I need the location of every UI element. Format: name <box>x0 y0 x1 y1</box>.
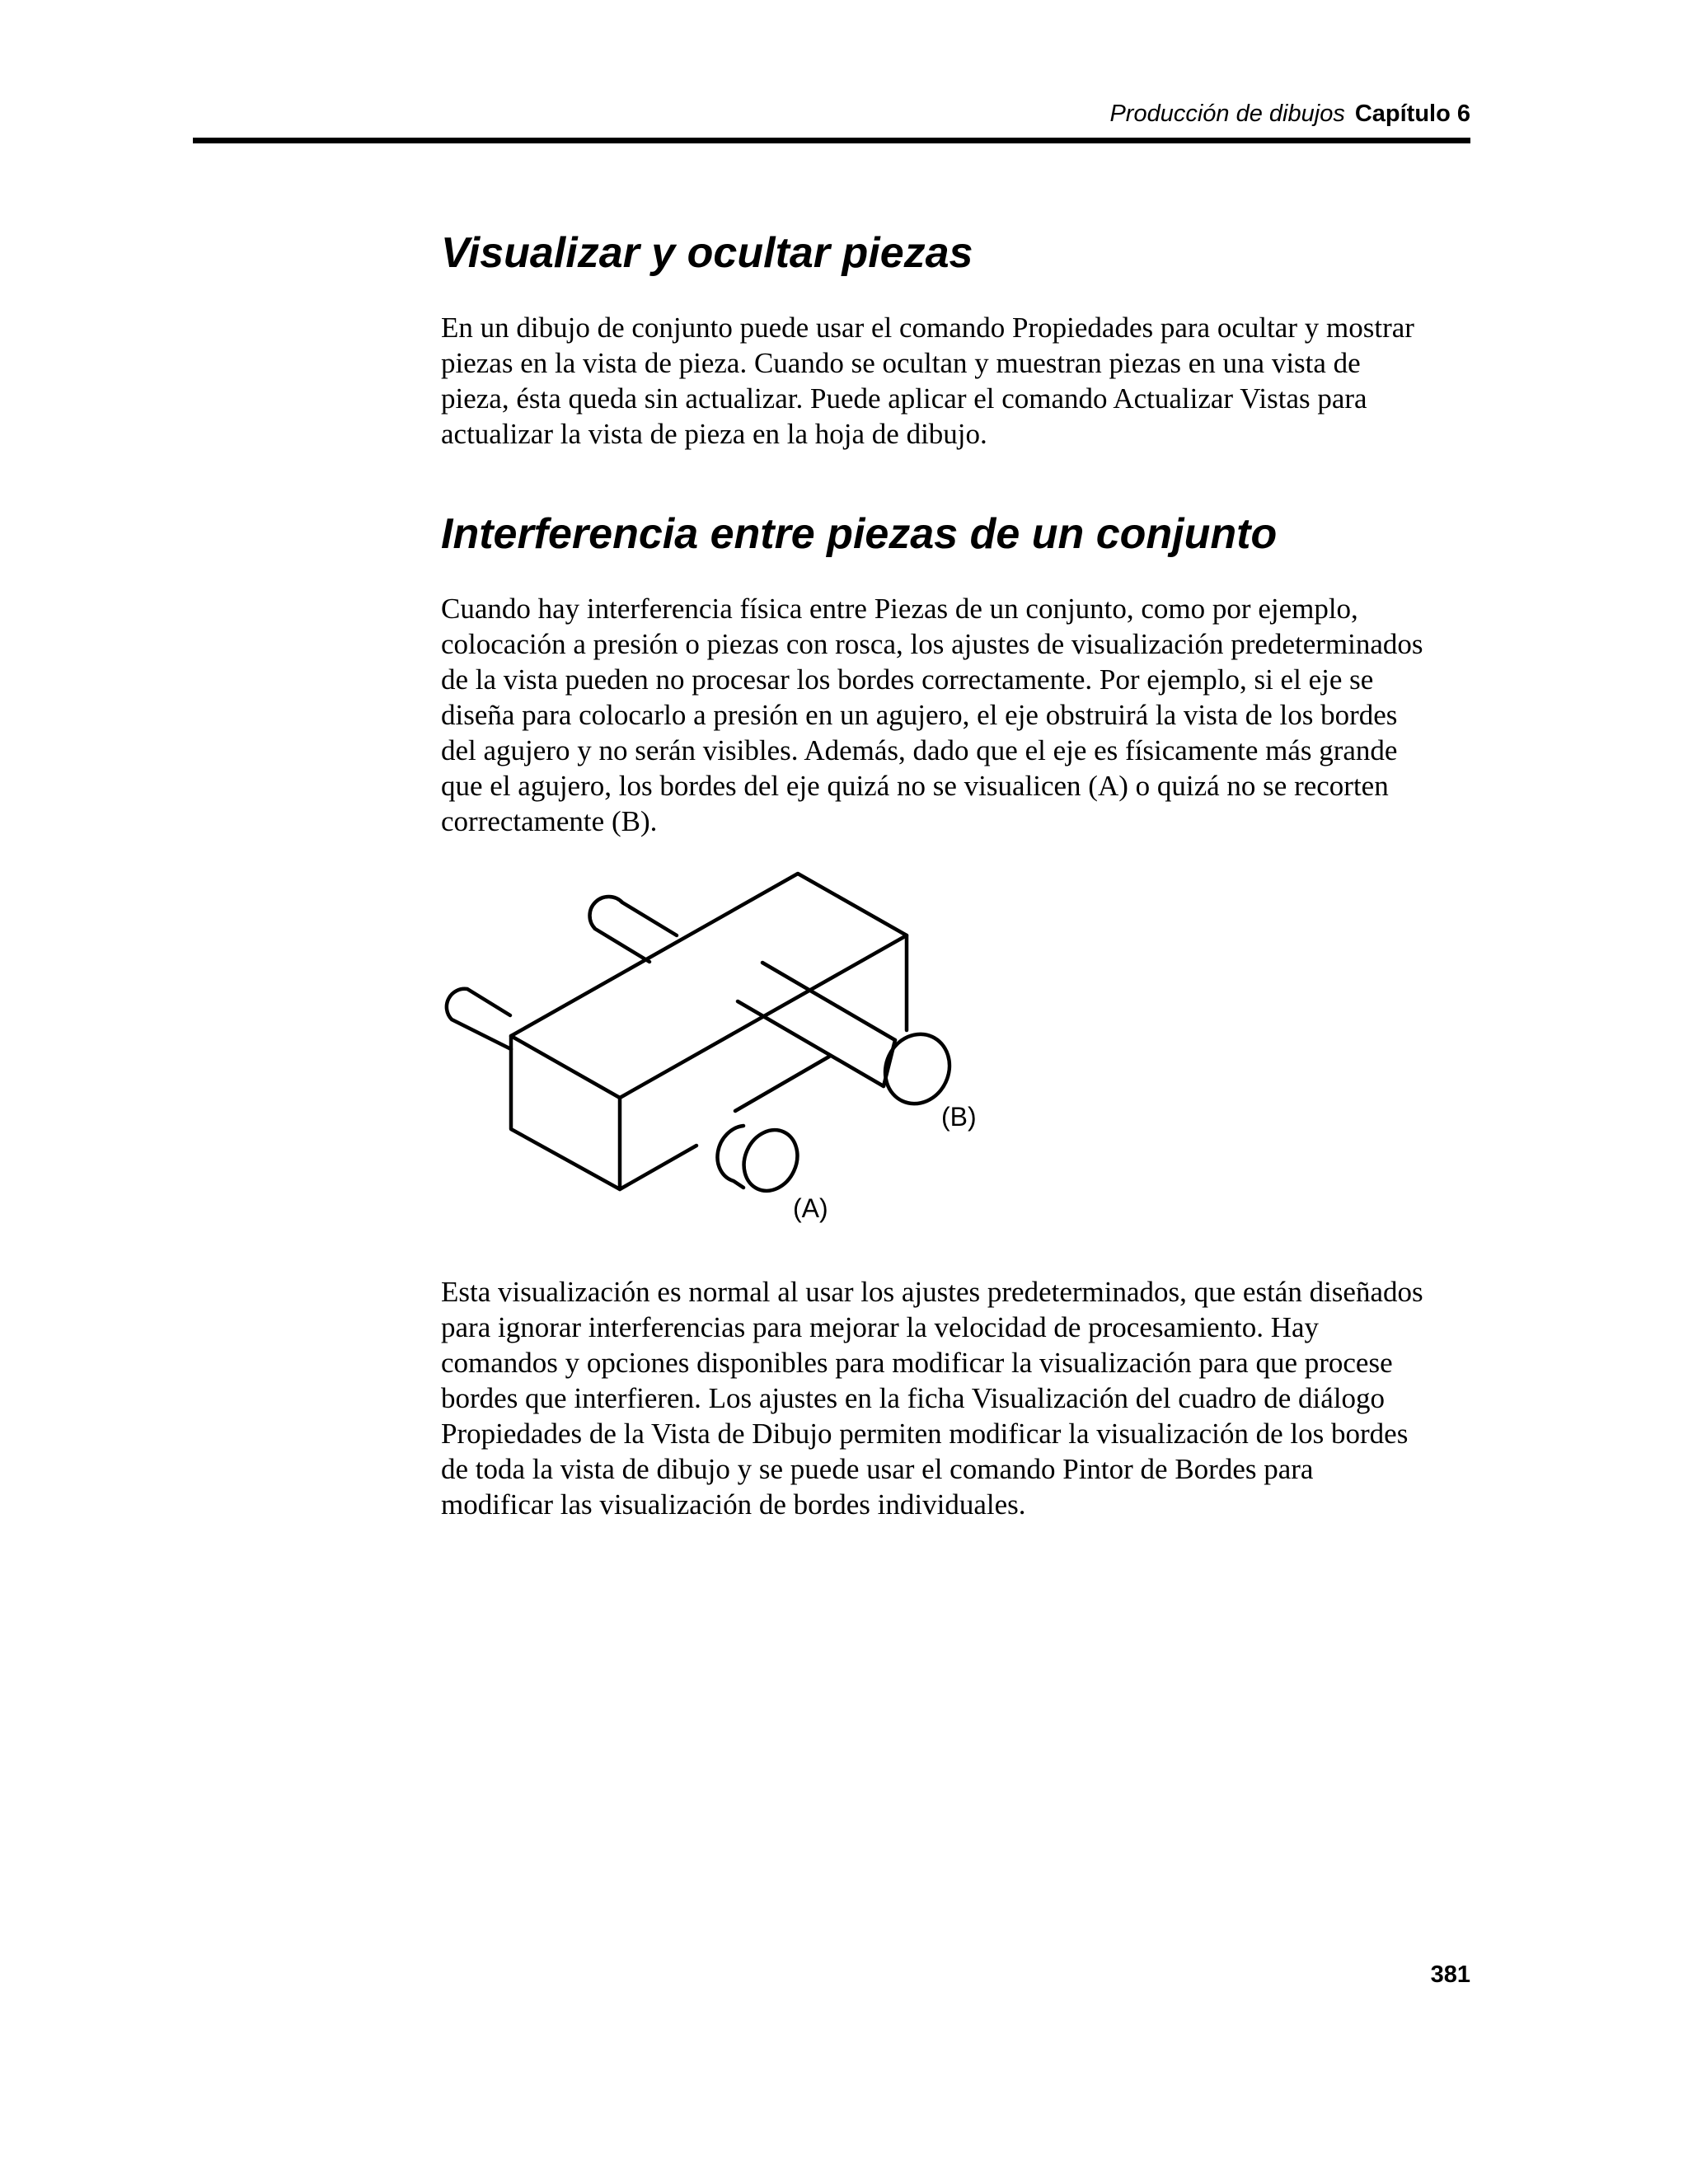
text-line: colocación a presión o piezas con rosca, los ajustes de visualización predeterminados <box>441 628 1423 660</box>
paragraph-visualizacion-normal <box>441 1274 1471 1522</box>
text-line: modificar las visualización de bordes individuales. <box>441 1488 1026 1521</box>
text-line: del agujero y no serán visibles. Además, dado que el eje es físicamente más grande <box>441 734 1398 766</box>
text-line: actualizar la vista de pieza en la hoja de dibujo. <box>441 418 987 450</box>
text-line: Esta visualización es normal al usar los ajustes predeterminados, que están diseñados <box>441 1276 1423 1308</box>
block-bottom-edge-left <box>620 1146 696 1189</box>
text-line: para ignorar interferencias para mejorar la velocidad de procesamiento. Hay <box>441 1311 1320 1343</box>
running-header <box>1109 99 1470 129</box>
interference-drawing <box>437 857 997 1236</box>
shaft-edge-line-lower <box>738 1001 884 1086</box>
block-front-face <box>511 1036 620 1189</box>
text-line: correctamente (B). <box>441 805 658 837</box>
text-line: piezas en la vista de pieza. Cuando se ocultan y muestran piezas en una vista de <box>441 347 1361 379</box>
text-line: pieza, ésta queda sin actualizar. Puede aplicar el comando Actualizar Vistas para <box>441 382 1367 415</box>
text-line: comandos y opciones disponibles para modificar la visualización para que procese <box>441 1347 1393 1379</box>
text-line: de toda la vista de dibujo y se puede usar el comando Pintor de Bordes para <box>441 1453 1314 1485</box>
heading-interferencia: Interferencia entre piezas de un conjunto <box>441 510 1278 558</box>
text-line: que el agujero, los bordes del eje quizá no se visualicen (A) o quizá no se recorten <box>441 770 1389 802</box>
running-header-section: Producción de dibujos <box>1109 101 1345 127</box>
text-line: En un dibujo de conjunto puede usar el comando Propiedades para ocultar y mostrar <box>441 312 1414 344</box>
paragraph-visualizar-ocultar <box>441 310 1471 452</box>
text-line: diseña para colocarlo a presión en un agujero, el eje obstruirá la vista de los bordes <box>441 699 1398 731</box>
figure-label-a: (A) <box>793 1193 828 1223</box>
figure-label-b: (B) <box>941 1102 977 1132</box>
rear-shaft-outline <box>590 897 677 962</box>
text-line: bordes que interfieren. Los ajustes en la ficha Visualización del cuadro de diálogo <box>441 1382 1386 1414</box>
interference-figure <box>437 857 997 1236</box>
block-bottom-edge-right <box>735 1057 829 1111</box>
running-header-chapter: Capítulo 6 <box>1354 101 1470 127</box>
left-shaft-outline <box>447 989 511 1049</box>
small-cylinder-body <box>717 1126 743 1188</box>
header-rule <box>193 138 1470 143</box>
text-line: de la vista pueden no procesar los bordes correctamente. Por ejemplo, si el eje se <box>441 663 1374 696</box>
page-number: 381 <box>1430 1961 1470 1988</box>
text-line: Cuando hay interferencia física entre Piezas de un conjunto, como por ejemplo, <box>441 593 1358 625</box>
paragraph-interferencia <box>441 591 1471 839</box>
heading-visualizar-ocultar: Visualizar y ocultar piezas <box>441 229 973 277</box>
text-line: Propiedades de la Vista de Dibujo permiten modificar la visualización de los bordes <box>441 1418 1409 1450</box>
